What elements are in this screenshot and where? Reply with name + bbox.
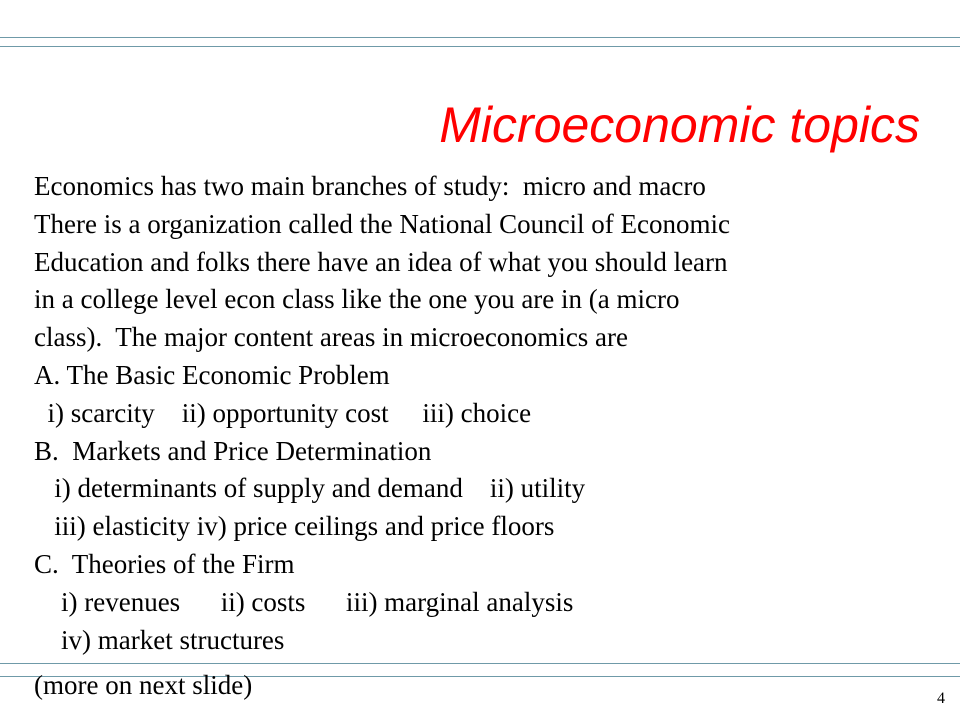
topic-heading-b: B. Markets and Price Determination: [34, 435, 432, 466]
slide-number: 4: [937, 690, 945, 707]
topic-heading-a: A. The Basic Economic Problem: [34, 359, 390, 390]
topic-heading-c: C. Theories of the Firm: [34, 548, 295, 579]
topic-c-items-2: iv) market structures: [34, 624, 285, 655]
topic-a-items: i) scarcity ii) opportunity cost iii) choice: [34, 397, 532, 428]
bottom-divider-line: [0, 663, 960, 664]
body-line-intro: Economics has two main branches of study: micro and macro: [34, 171, 706, 201]
body-line-education: Education and folks there have an idea of what you should learn: [34, 246, 728, 277]
topic-c-items-1: i) revenues ii) costs iii) marginal analysis: [34, 586, 574, 617]
body-line-college-class: in a college level econ class like the one you are in (a micro: [34, 284, 680, 315]
body-line-content-areas: class). The major content areas in microeconomics are: [34, 322, 629, 353]
slide-title: Microeconomic topics: [439, 97, 920, 153]
topic-b-items-1: i) determinants of supply and demand ii) utility: [34, 473, 586, 504]
footer-note: (more on next slide): [34, 670, 253, 700]
body-line-organization: There is a organization called the National Council of Economic: [34, 208, 731, 239]
top-divider-line: [0, 37, 960, 38]
topic-b-items-2: iii) elasticity iv) price ceilings and price floors: [34, 511, 555, 542]
slide-body: [34, 168, 954, 659]
top-divider-line-secondary: [0, 46, 960, 47]
